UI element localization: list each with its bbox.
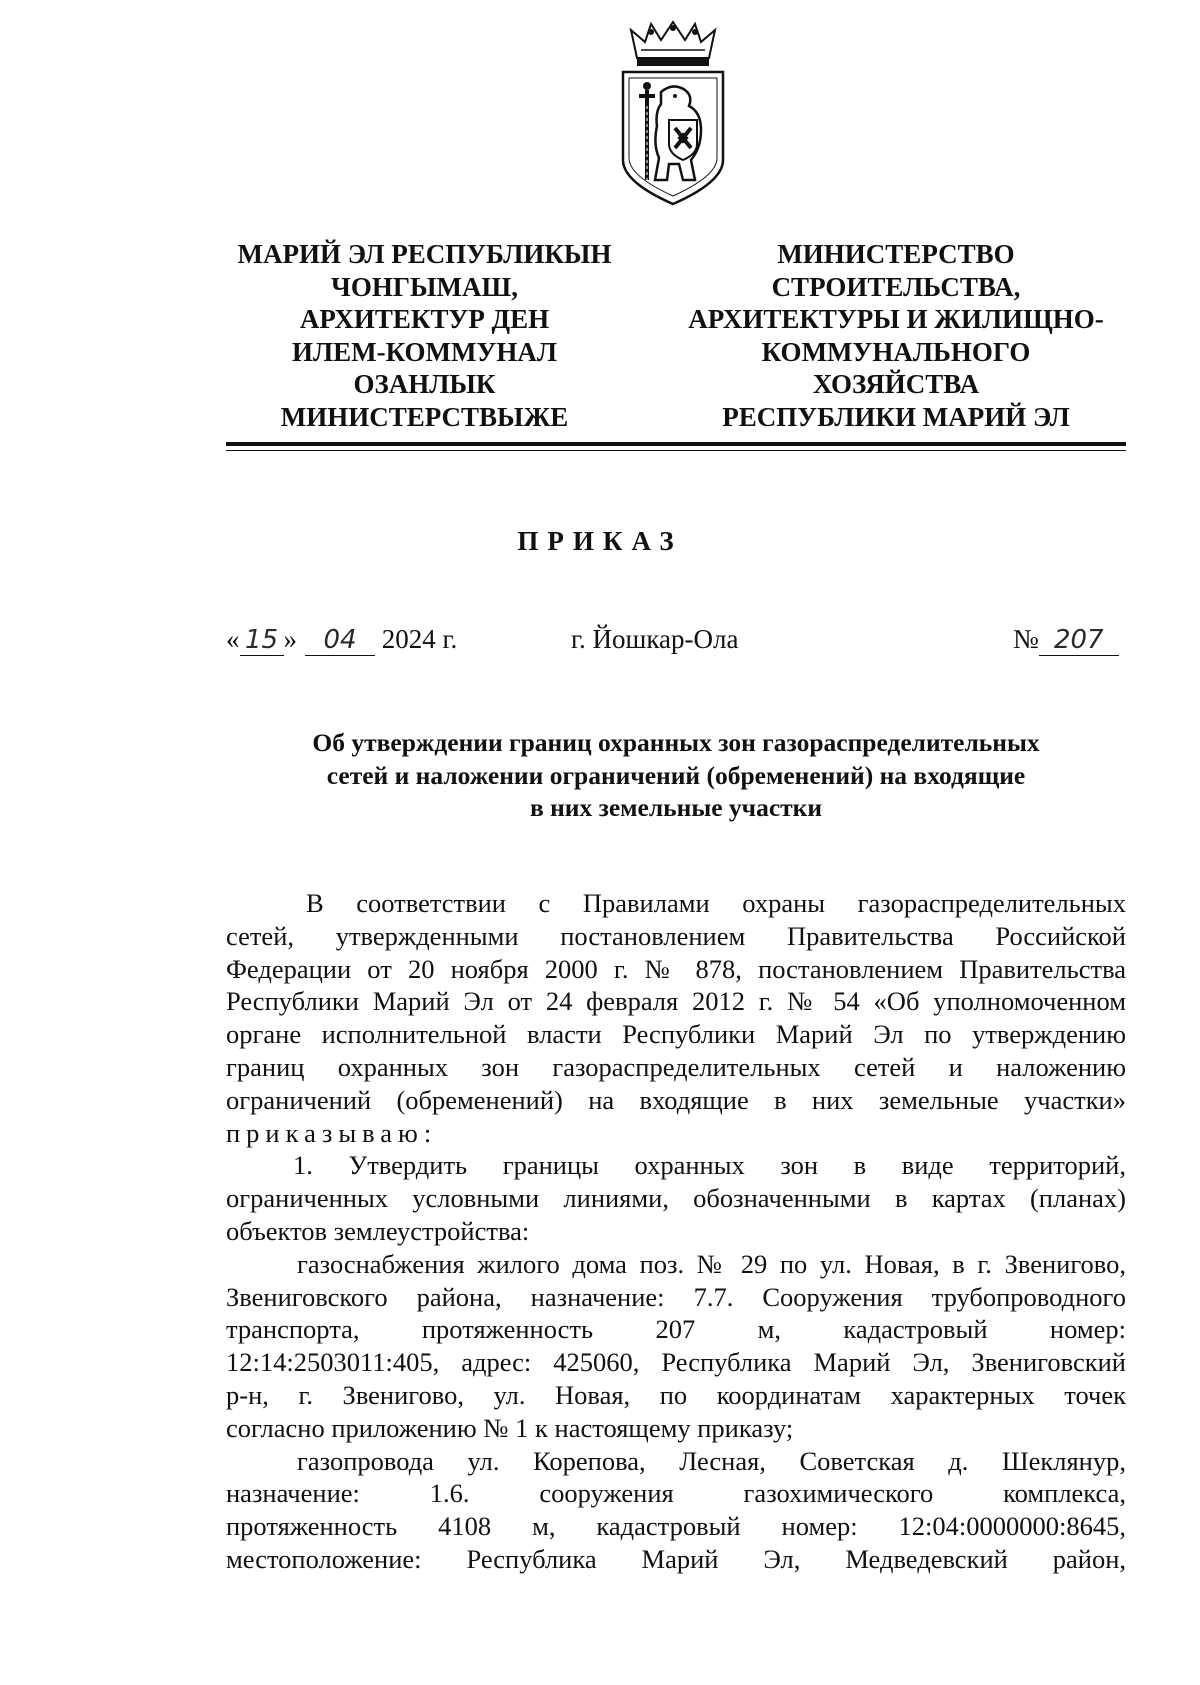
- header-right-line: РЕСПУБЛИКИ МАРИЙ ЭЛ: [722, 401, 1070, 432]
- order-title: ПРИКАЗ: [517, 526, 683, 556]
- subject-line: Об утверждении границ охранных зон газораспределительных: [312, 728, 1040, 757]
- body-line: Республики Марий Эл от 24 февраля 2012 г. № 54 «Об уполномоченном: [226, 986, 1126, 1017]
- body-line: объектов землеустройства:: [226, 1215, 530, 1246]
- header-right-line: КОММУНАЛЬНОГО: [761, 336, 1031, 367]
- header-mari-name: [222, 238, 627, 433]
- header-right-line: МИНИСТЕРСТВО: [777, 239, 1015, 269]
- order-date: [226, 624, 457, 656]
- header-left-line: МАРИЙ ЭЛ РЕСПУБЛИКЫН: [237, 239, 612, 269]
- header-right-line: СТРОИТЕЛЬСТВА,: [771, 271, 1021, 302]
- header-divider-thin: [226, 450, 1126, 451]
- subject-line: сетей и наложении ограничений (обременений) на входящие: [326, 760, 1026, 790]
- body-line: протяженность 4108 м, кадастровый номер: 12:04:0000000:8645,: [226, 1511, 1126, 1542]
- coat-of-arms-emblem: [617, 20, 729, 206]
- body-line: органе исполнительной власти Республики Марий Эл по утверждению: [226, 1019, 1126, 1050]
- header-right-line: АРХИТЕКТУРЫ И ЖИЛИЩНО-: [688, 304, 1104, 334]
- header-divider-thick: [226, 442, 1126, 446]
- body-line: 12:14:2503011:405, адрес: 425060, Республика Марий Эл, Звениговский: [226, 1347, 1126, 1378]
- body-line: газоснабжения жилого дома поз. № 29 по ул. Новая, в г. Звенигово,: [297, 1248, 1126, 1279]
- order-number-handwritten: 207: [1053, 625, 1104, 655]
- body-line: Звениговского района, назначение: 7.7. Сооружения трубопроводного: [226, 1281, 1126, 1312]
- order-body: [226, 887, 1126, 1576]
- order-city: г. Йошкар-Ола: [571, 624, 739, 654]
- body-line: ограниченных условными линиями, обозначенными в картах (планах): [226, 1183, 1126, 1214]
- body-line: назначение: 1.6. сооружения газохимического комплекса,: [226, 1478, 1126, 1509]
- body-line: 1. Утвердить границы охранных зон в виде территорий,: [293, 1150, 1126, 1181]
- date-close-quote: »: [283, 624, 297, 654]
- date-year: 2024 г.: [381, 624, 458, 654]
- body-line: Федерации от 20 ноября 2000 г. № 878, постановлением Правительства: [226, 953, 1126, 984]
- body-line: согласно приложению № 1 к настоящему приказу;: [226, 1412, 794, 1443]
- header-right-line: ХОЗЯЙСТВА: [812, 369, 980, 399]
- body-line: газопровода ул. Корепова, Лесная, Советская д. Шеклянур,: [297, 1445, 1126, 1476]
- body-line: В соответствии с Правилами охраны газораспределительных: [306, 888, 1126, 918]
- date-open-quote: «: [226, 624, 240, 654]
- subject-line: в них земельные участки: [529, 793, 823, 822]
- order-number: [1013, 624, 1119, 656]
- body-line: р-н, г. Звенигово, ул. Новая, по координатам характерных точек: [226, 1379, 1126, 1410]
- date-day-handwritten: 15: [244, 625, 279, 655]
- number-label: №: [1013, 624, 1039, 654]
- body-line: транспорта, протяженность 207 м, кадастровый номер:: [226, 1314, 1126, 1345]
- body-line: местоположение: Республика Марий Эл, Медведевский район,: [226, 1543, 1126, 1574]
- header-left-line: АРХИТЕКТУР ДЕН: [299, 304, 550, 334]
- order-subject: [226, 727, 1126, 825]
- header-left-line: МИНИСТЕРСТВЫЖЕ: [280, 401, 569, 432]
- header-left-line: ИЛЕМ-КОММУНАЛ: [292, 336, 557, 367]
- body-line: границ охранных зон газораспределительных сетей и наложению: [226, 1051, 1126, 1082]
- header-russian-name: [668, 238, 1124, 433]
- header-left-line: ЧОНГЫМАШ,: [331, 271, 518, 302]
- body-line: ограничений (обременений) на входящие в них земельные участки»: [226, 1084, 1126, 1115]
- date-month-handwritten: 04: [323, 625, 357, 655]
- body-line: сетей, утвержденными постановлением Правительства Российской: [226, 920, 1126, 951]
- body-line-prikazyvayu: приказываю:: [226, 1117, 438, 1148]
- header-left-line: ОЗАНЛЫК: [353, 369, 496, 399]
